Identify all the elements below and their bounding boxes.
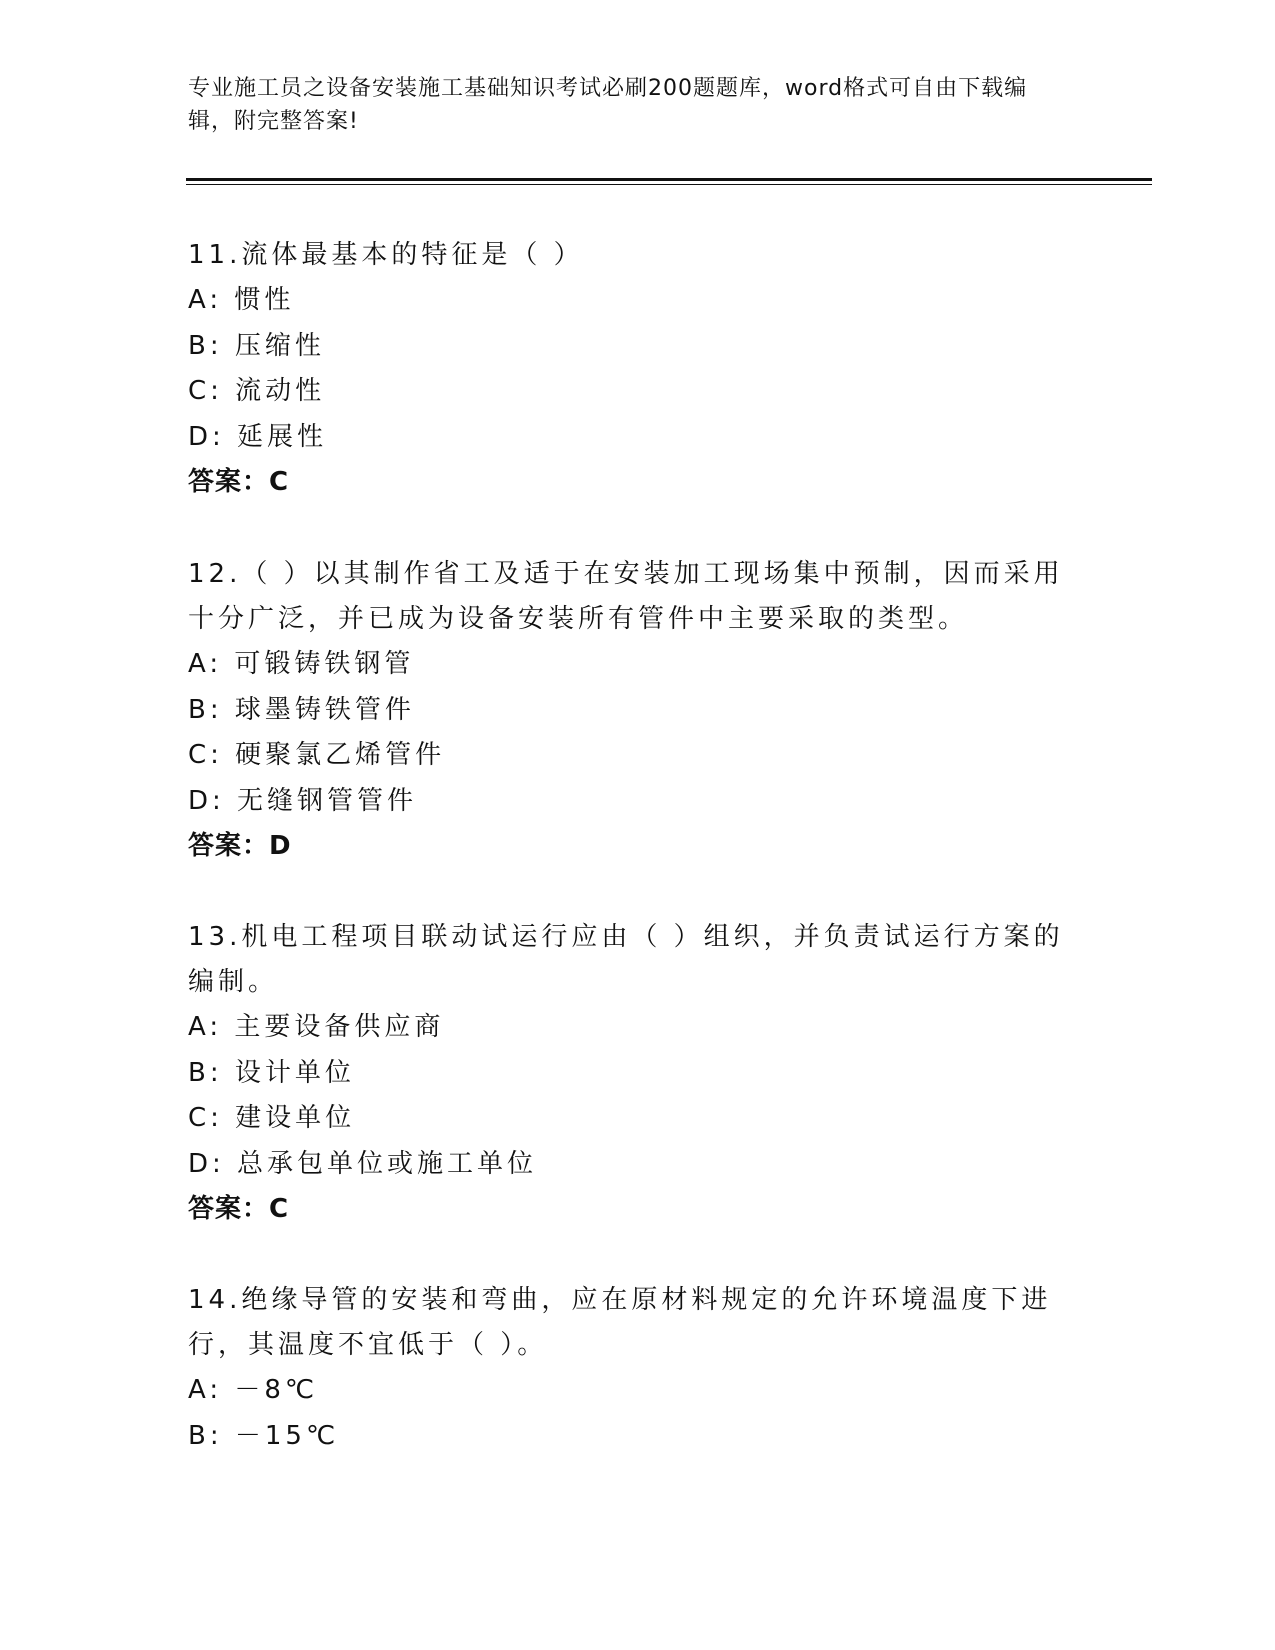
header-divider-thick xyxy=(186,178,1152,181)
option-c: C: 硬聚氯乙烯管件 xyxy=(188,740,446,770)
question-stem: 13.机电工程项目联动试运行应由（ ）组织，并负责试运行方案的编制。 xyxy=(188,922,1064,997)
option-b: B: 设计单位 xyxy=(188,1057,355,1088)
answer: 答案：C xyxy=(188,1194,290,1224)
question-12 xyxy=(188,552,1068,869)
question-13 xyxy=(188,915,1068,1232)
question-14 xyxy=(188,1278,1068,1459)
option-a: A: 可锻铸铁钢管 xyxy=(188,649,415,679)
option-a: A: 惯性 xyxy=(188,285,295,315)
option-a: A: 主要设备供应商 xyxy=(188,1012,445,1042)
option-c: C: 建设单位 xyxy=(188,1103,356,1133)
question-11 xyxy=(188,233,1068,505)
option-d: D: 无缝钢管管件 xyxy=(188,785,418,816)
answer: 答案：D xyxy=(188,831,292,861)
option-d: D: 延展性 xyxy=(188,421,328,452)
question-stem: 11.流体最基本的特征是（ ） xyxy=(188,240,584,270)
answer: 答案：C xyxy=(188,467,290,497)
option-b: B: 压缩性 xyxy=(188,330,325,361)
question-stem: 12.（ ）以其制作省工及适于在安装加工现场集中预制，因而采用十分广泛，并已成为设备安装所有管件中主要采取的类型。 xyxy=(188,559,1064,634)
option-c: C: 流动性 xyxy=(188,376,326,406)
question-stem: 14.绝缘导管的安装和弯曲，应在原材料规定的允许环境温度下进行，其温度不宜低于（ ）。 xyxy=(188,1285,1052,1360)
option-a: A: －8℃ xyxy=(188,1375,319,1405)
option-b: B: －15℃ xyxy=(188,1420,340,1451)
document-header: 专业施工员之设备安装施工基础知识考试必刷200题题库，word格式可自由下载编辑，附完整答案! xyxy=(188,76,1028,134)
option-b: B: 球墨铸铁管件 xyxy=(188,694,415,725)
header-divider-thin xyxy=(186,184,1152,185)
option-d: D: 总承包单位或施工单位 xyxy=(188,1148,538,1179)
